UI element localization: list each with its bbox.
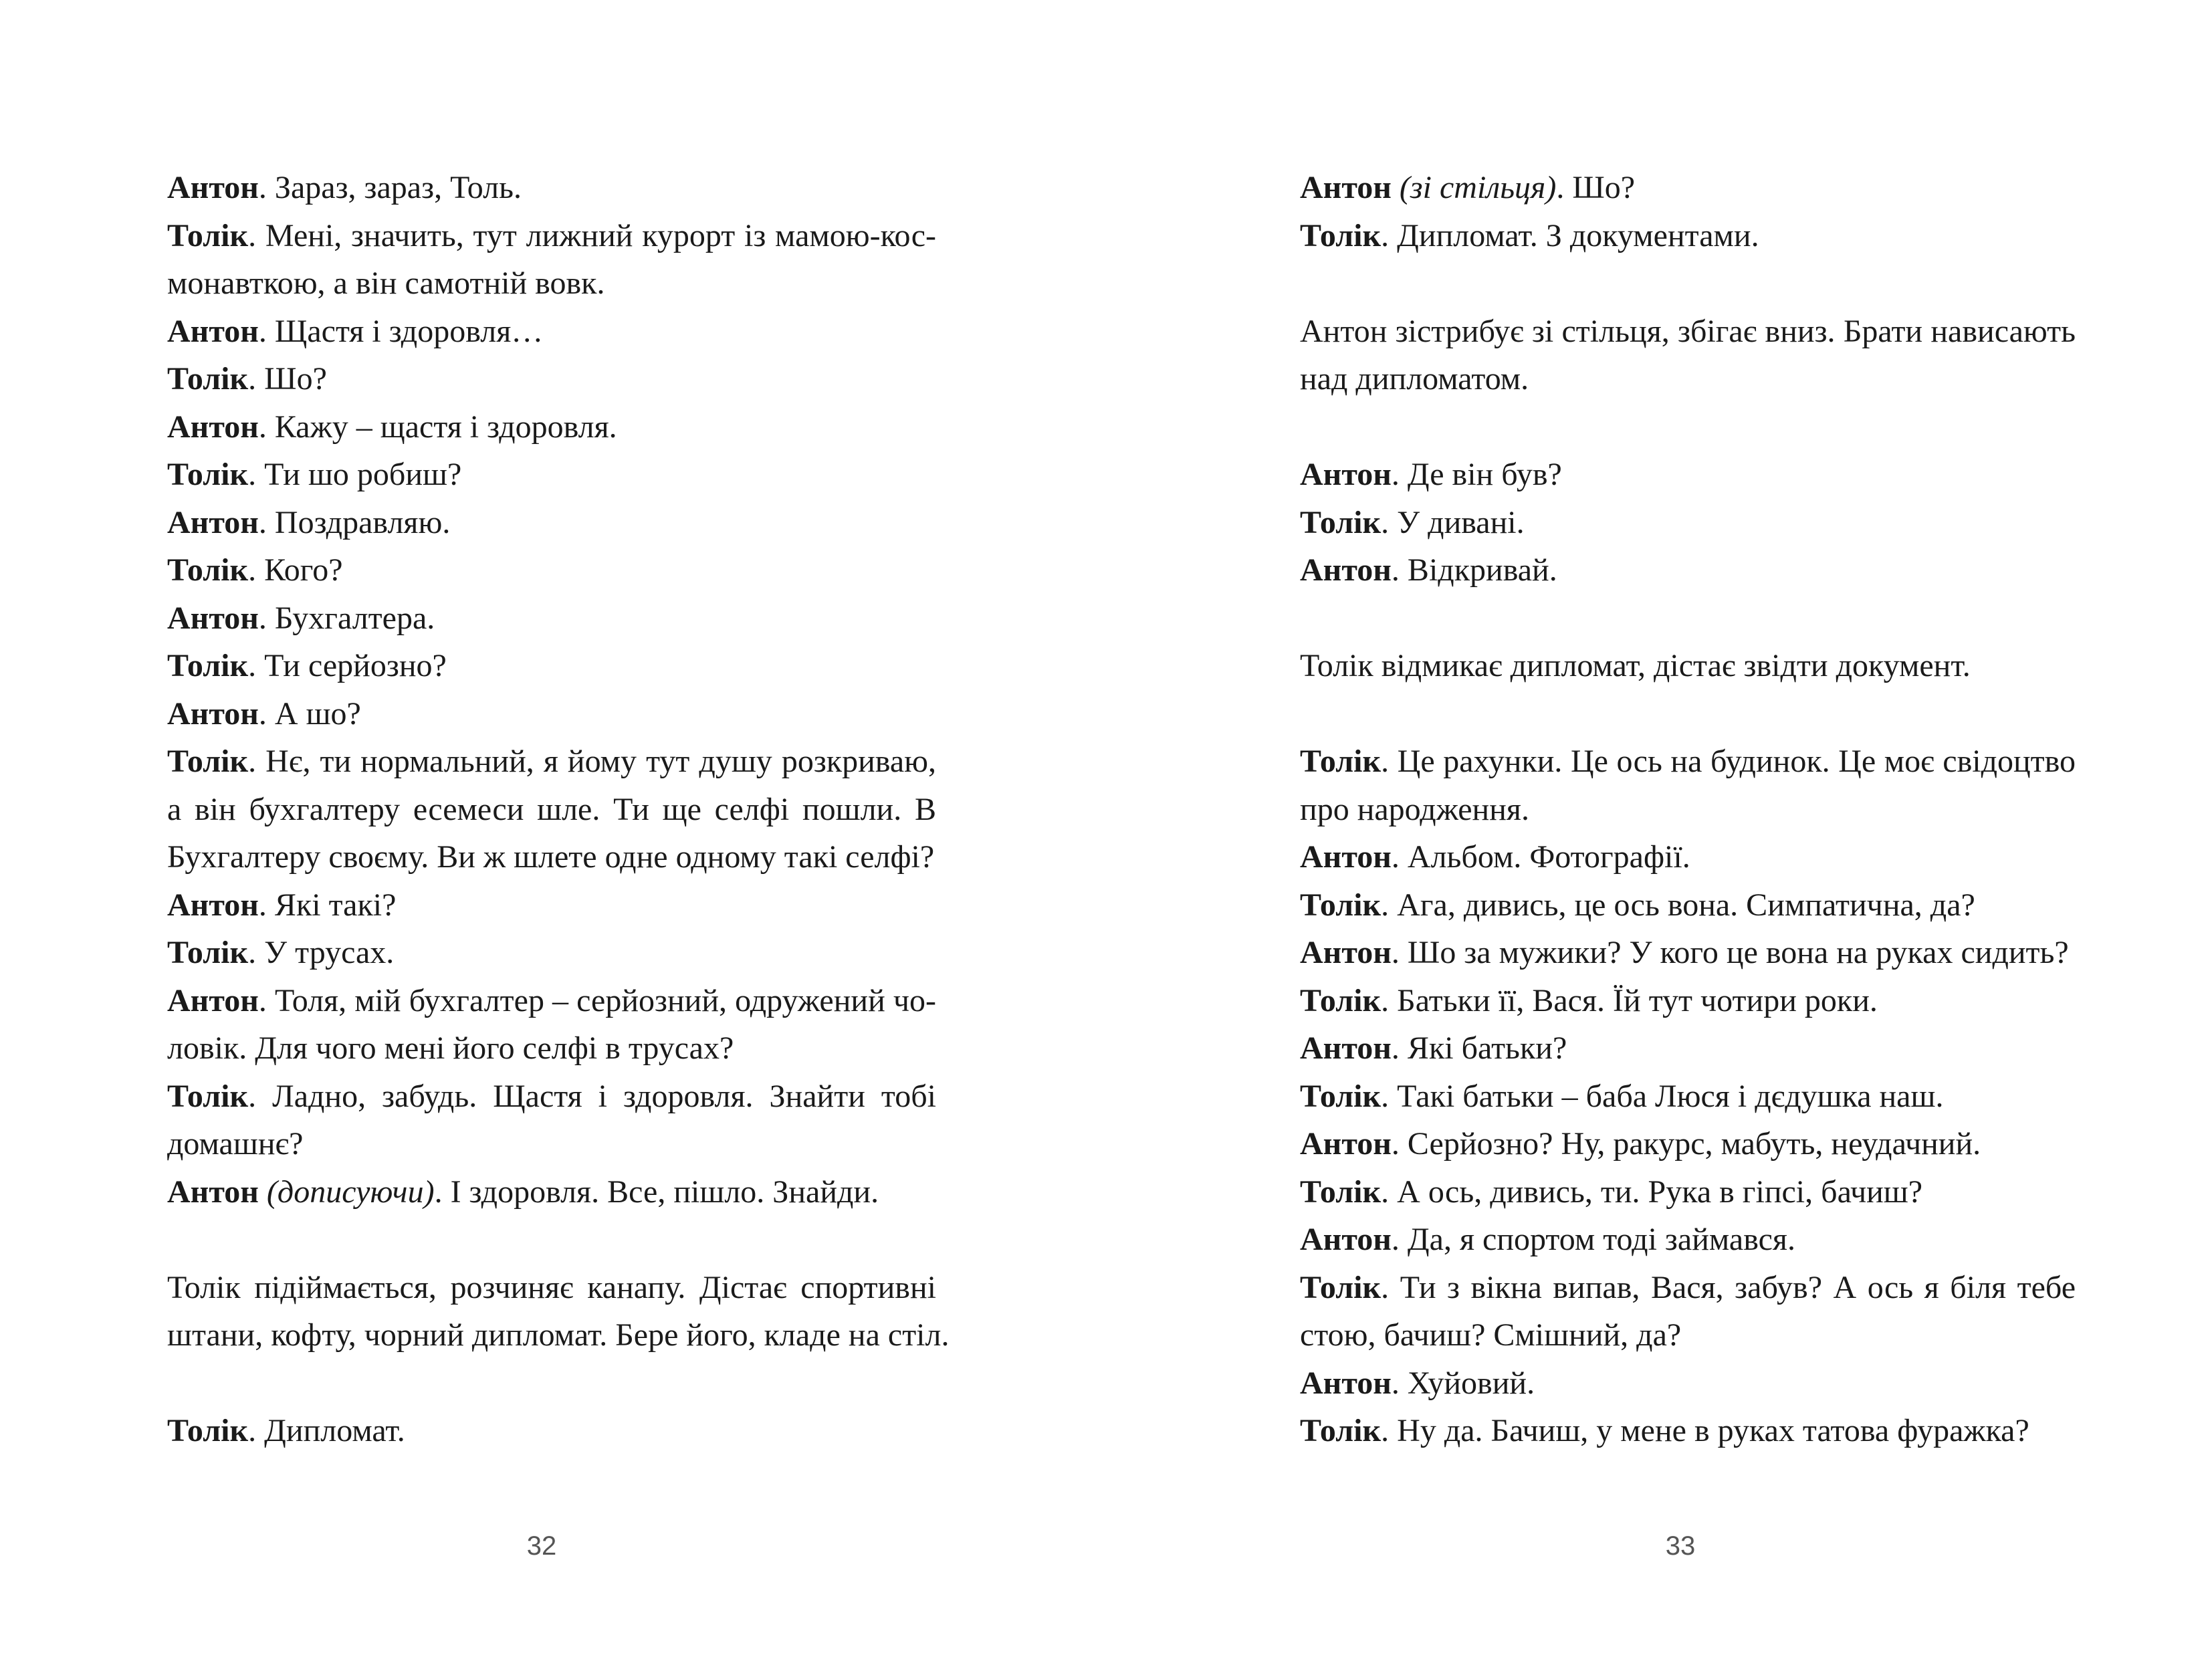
speaker-name: Антон (1300, 839, 1392, 875)
speaker-name: Антон (167, 695, 259, 732)
dialogue-text: . У трусах. (248, 935, 395, 970)
speaker-name: Антон (1300, 935, 1392, 970)
dialogue-line (1300, 833, 2076, 881)
speaker-name: Толік (167, 552, 249, 588)
dialogue-line (167, 403, 936, 451)
speaker-name: Антон (167, 313, 259, 349)
stage-direction: (дописуючи) (258, 1174, 435, 1210)
dialogue-line (167, 212, 936, 260)
speaker-name: Толік (1300, 1174, 1381, 1210)
dialogue-line (1300, 929, 2076, 977)
stage-text: над дипломатом. (1300, 361, 1529, 397)
speaker-name: Толік (167, 457, 249, 492)
dialogue-line (167, 164, 936, 212)
speaker-name: Толік (1300, 1413, 1381, 1448)
speaker-name: Толік (167, 1078, 249, 1114)
dialogue-line (167, 1120, 936, 1168)
speaker-name: Антон (1300, 1126, 1392, 1162)
speaker-name: Толік (167, 648, 249, 683)
speaker-name: Антон (167, 887, 259, 923)
speaker-name: Антон (167, 504, 259, 540)
dialogue-text: . Да, я спортом тоді займався. (1391, 1222, 1795, 1257)
speaker-name: Антон (167, 170, 259, 205)
dialogue-line (167, 594, 936, 643)
dialogue-text: . Ага, дивись, це ось вона. Симпатична, да? (1381, 887, 1975, 923)
paragraph-gap (167, 1359, 936, 1408)
dialogue-line (1300, 786, 2076, 834)
dialogue-line (1300, 212, 2076, 260)
paragraph-gap (167, 1216, 936, 1264)
dialogue-text: . Батьки її, Вася. Їй тут чотири роки. (1381, 982, 1878, 1018)
paragraph-gap (1300, 594, 2076, 643)
dialogue-text: . Поздравляю. (258, 504, 451, 540)
dialogue-text: . Хуйовий. (1391, 1365, 1535, 1401)
dialogue-line (167, 881, 936, 929)
speaker-name: Толік (1300, 1269, 1381, 1305)
speaker-name: Толік (1300, 504, 1381, 540)
stage-text: Антон зістрибує зі стільця, збігає вниз. Брати нависають (1300, 313, 2076, 349)
dialogue-text: . Кажу – щастя і здоровля. (258, 409, 617, 445)
dialogue-line (167, 786, 936, 834)
dialogue-line (167, 690, 936, 738)
dialogue-text: ловік. Для чого мені його селфі в трусах? (167, 1030, 734, 1066)
left-page-text (167, 164, 950, 1455)
dialogue-text: . А ось, дивись, ти. Рука в гіпсі, бачиш? (1381, 1174, 1923, 1210)
dialogue-line (167, 642, 936, 690)
dialogue-line (1300, 1264, 2076, 1312)
speaker-name: Толік (167, 744, 249, 779)
paragraph-gap (1300, 403, 2076, 451)
stage-text: Толік відмикає дипломат, дістає звідти документ. (1300, 648, 1971, 683)
dialogue-line (1300, 881, 2076, 929)
speaker-name: Антон (1300, 457, 1392, 492)
dialogue-text: Бухгалтеру своєму. Ви ж шлете одне одному такі селфі? (167, 839, 935, 875)
dialogue-line (167, 1073, 936, 1121)
right-page (1106, 0, 2212, 1659)
dialogue-line (1300, 164, 2076, 212)
dialogue-text: . Щастя і здоровля… (258, 313, 544, 349)
dialogue-text: . Альбом. Фотографії. (1391, 839, 1690, 875)
dialogue-text: . Ти з вікна випав, Вася, забув? А ось я біля тебе (1381, 1269, 2076, 1305)
page-number: 32 (526, 1531, 557, 1561)
speaker-name: Антон (167, 409, 259, 445)
dialogue-text: . Які батьки? (1391, 1030, 1567, 1066)
dialogue-line (1300, 451, 2076, 499)
speaker-name: Толік (1300, 887, 1381, 923)
dialogue-text: монавткою, а він самотній вовк. (167, 265, 605, 301)
dialogue-text: . Серйозно? Ну, ракурс, мабуть, неудачний. (1391, 1126, 1981, 1162)
stage-line (1300, 308, 2076, 356)
dialogue-text: . Шо за мужики? У кого це вона на руках сидить? (1391, 935, 2069, 970)
speaker-name: Антон (167, 600, 259, 636)
stage-line (1300, 355, 2076, 403)
speaker-name: Антон (1300, 170, 1392, 205)
right-page-text (1300, 164, 2076, 1455)
dialogue-line (167, 355, 936, 403)
dialogue-line (167, 546, 936, 594)
speaker-name: Толік (167, 1413, 249, 1448)
dialogue-text: . Ти шо робиш? (248, 457, 462, 492)
dialogue-text: . Бухгалтера. (258, 600, 435, 636)
speaker-name: Антон (167, 1174, 259, 1210)
dialogue-line (167, 499, 936, 547)
speaker-name: Толік (167, 361, 249, 397)
dialogue-text: . Нє, ти нормальний, я йому тут душу розкриваю, (248, 744, 936, 779)
speaker-name: Антон (1300, 1030, 1392, 1066)
speaker-name: Толік (1300, 217, 1381, 253)
dialogue-text: . Ладно, забудь. Щастя і здоровля. Знайти тобі (248, 1078, 936, 1114)
speaker-name: Толік (1300, 982, 1381, 1018)
speaker-name: Толік (1300, 744, 1381, 779)
dialogue-line (1300, 1216, 2076, 1264)
paragraph-gap (1300, 690, 2076, 738)
dialogue-text: . Зараз, зараз, Толь. (258, 170, 522, 205)
dialogue-line (1300, 1168, 2076, 1216)
dialogue-line (167, 1407, 936, 1455)
page-number: 33 (1665, 1531, 1696, 1561)
dialogue-text: . Дипломат. З документами. (1381, 217, 1759, 253)
dialogue-line (167, 451, 936, 499)
dialogue-text: про народження. (1300, 791, 1530, 827)
speaker-name: Толік (1300, 1078, 1381, 1114)
dialogue-line (1300, 499, 2076, 547)
dialogue-line (167, 1024, 936, 1073)
dialogue-line (167, 833, 936, 881)
dialogue-text: . Толя, мій бухгалтер – серйозний, одружений чо- (258, 982, 936, 1018)
dialogue-line (167, 259, 936, 308)
dialogue-text: стою, бачиш? Смішний, да? (1300, 1317, 1682, 1353)
dialogue-line (167, 929, 936, 977)
speaker-name: Антон (1300, 552, 1392, 588)
dialogue-text: . У дивані. (1381, 504, 1525, 540)
speaker-name: Толік (167, 935, 249, 970)
dialogue-text: . Відкривай. (1391, 552, 1557, 588)
dialogue-text: . Ти серйозно? (248, 648, 447, 683)
dialogue-line (1300, 1120, 2076, 1168)
dialogue-text: . Це рахунки. Це ось на будинок. Це моє свідоцтво (1381, 744, 2076, 779)
stage-text: штани, кофту, чорний дипломат. Бере його, кладе на стіл. (167, 1317, 950, 1353)
dialogue-line (1300, 546, 2076, 594)
speaker-name: Антон (1300, 1365, 1392, 1401)
dialogue-line (1300, 1359, 2076, 1408)
speaker-name: Антон (167, 982, 259, 1018)
dialogue-line (1300, 1311, 2076, 1359)
dialogue-line (1300, 1073, 2076, 1121)
dialogue-text: . Мені, значить, тут лижний курорт із мамою-кос- (248, 217, 936, 253)
dialogue-text: а він бухгалтеру есемеси шле. Ти ще селфі пошли. В (167, 791, 936, 827)
dialogue-text: . Шо? (1556, 170, 1636, 205)
dialogue-line (167, 977, 936, 1025)
speaker-name: Толік (167, 217, 249, 253)
stage-line (1300, 642, 2076, 690)
dialogue-line (167, 308, 936, 356)
speaker-name: Антон (1300, 1222, 1392, 1257)
paragraph-gap (1300, 259, 2076, 308)
dialogue-text: . Шо? (248, 361, 327, 397)
dialogue-text: . А шо? (258, 695, 361, 732)
dialogue-text: . Кого? (248, 552, 343, 588)
dialogue-text: . Які такі? (258, 887, 397, 923)
dialogue-text: . Такі батьки – баба Люся і дєдушка наш. (1381, 1078, 1944, 1114)
stage-line (167, 1311, 950, 1359)
dialogue-line (1300, 977, 2076, 1025)
stage-line (167, 1264, 936, 1312)
dialogue-line (1300, 1407, 2076, 1455)
dialogue-text: домашнє? (167, 1126, 304, 1162)
dialogue-line (1300, 738, 2076, 786)
dialogue-line (167, 738, 936, 786)
stage-direction: (зі стільця) (1391, 170, 1557, 205)
dialogue-text: . І здоровля. Все, пішло. Знайди. (434, 1174, 879, 1210)
dialogue-text: . Дипломат. (248, 1413, 405, 1448)
dialogue-line (1300, 1024, 2076, 1073)
dialogue-text: . Де він був? (1391, 457, 1562, 492)
stage-text: Толік підіймається, розчиняє канапу. Дістає спортивні (167, 1269, 936, 1305)
dialogue-line (167, 1168, 936, 1216)
dialogue-text: . Ну да. Бачиш, у мене в руках татова фуражка? (1381, 1413, 2029, 1448)
